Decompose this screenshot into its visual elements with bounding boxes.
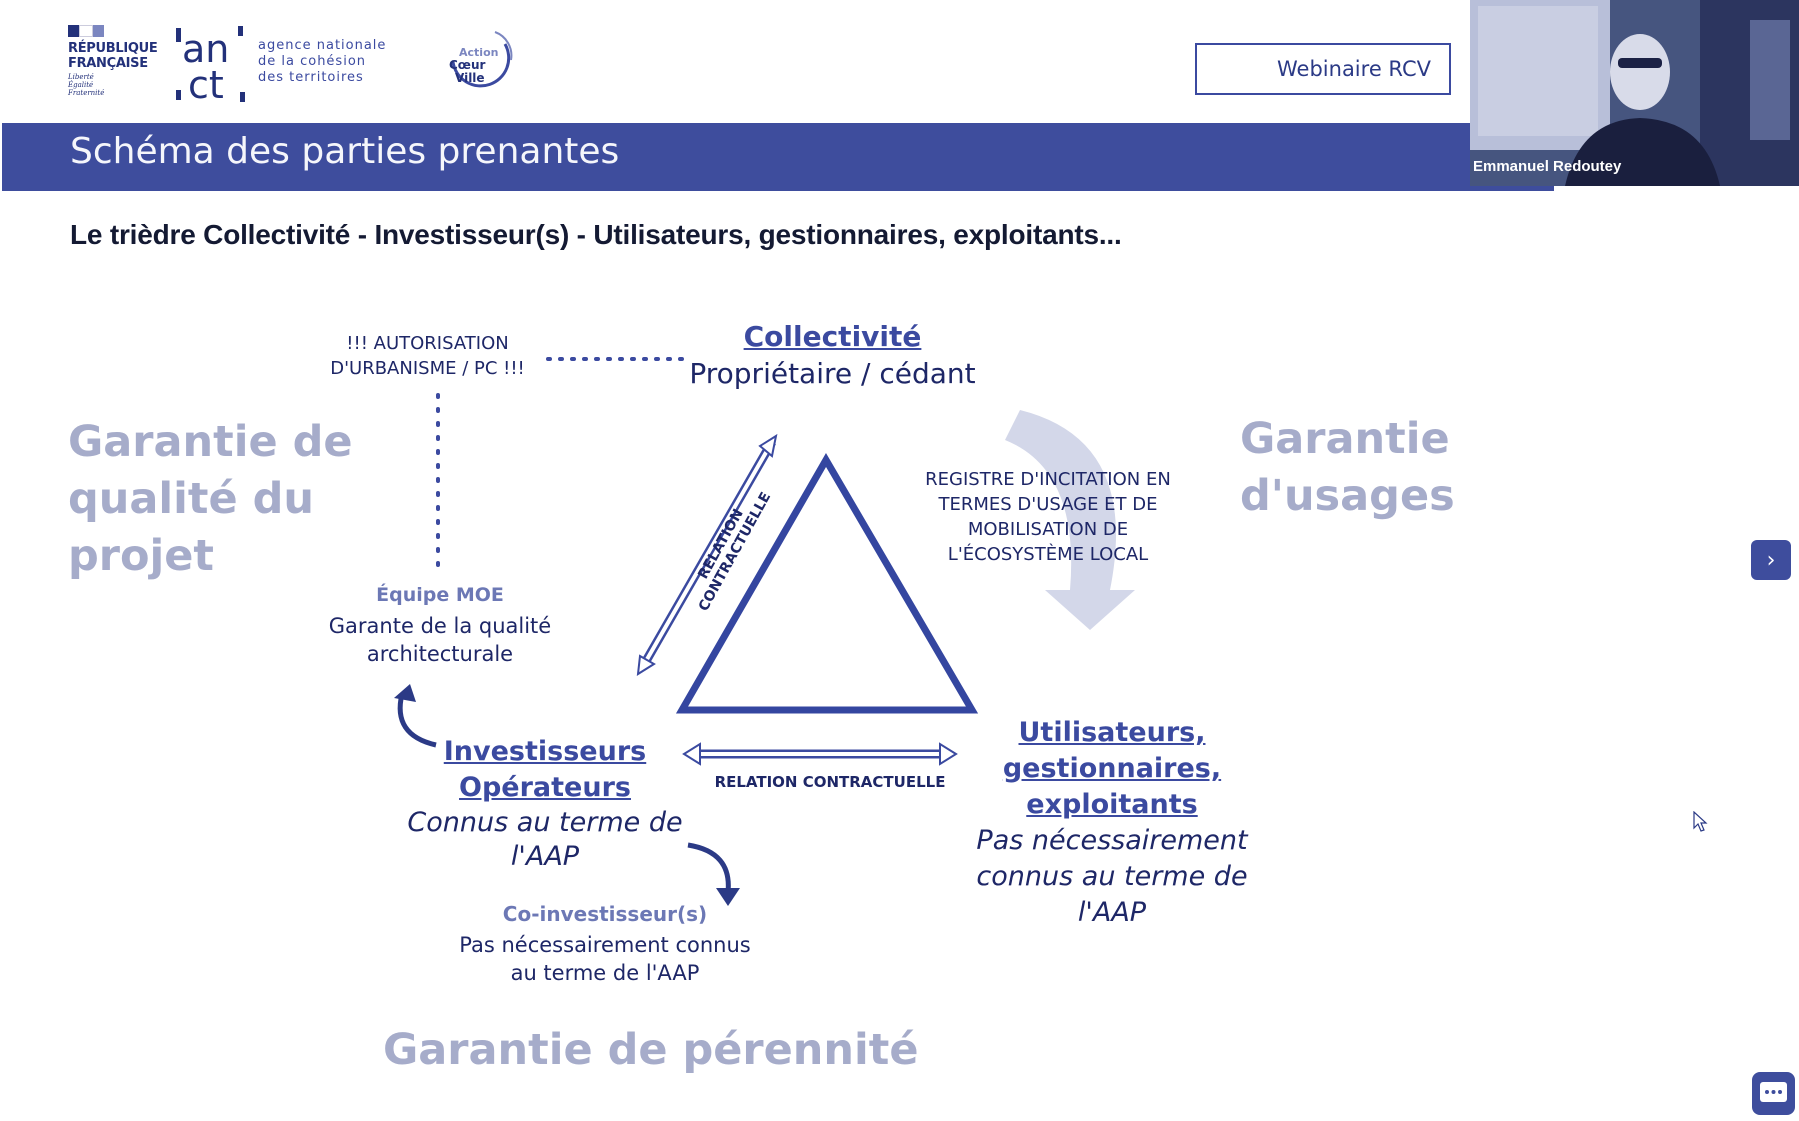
webinar-label: Webinaire RCV — [1195, 43, 1451, 95]
collectivite-title: Collectivité — [743, 320, 922, 353]
equipe-moe-title: Équipe MOE — [376, 584, 504, 606]
svg-text:ct: ct — [188, 63, 224, 107]
svg-text:Action: Action — [459, 46, 499, 59]
participant-name: Emmanuel Redoutey — [1473, 158, 1622, 175]
registre-incitation: REGISTRE D'INCITATION EN TERMES D'USAGE ET DE MOBILISATION DE L'ÉCOSYSTÈME LOCAL — [925, 469, 1171, 565]
slide-title: Schéma des parties prenantes — [70, 131, 620, 172]
coinvestisseurs-description: Pas nécessairement connus au terme de l'AAP — [459, 933, 751, 985]
chat-icon — [1752, 1072, 1795, 1115]
chevron-right-icon: › — [1766, 547, 1776, 573]
utilisateurs-description: Pas nécessairement connus au terme de l'AAP — [976, 825, 1248, 928]
guarantee-usage: Garantie d'usages — [1240, 414, 1455, 521]
horizontal-double-arrow — [684, 744, 956, 764]
utilisateurs-title: Utilisateurs, gestionnaires, exploitants — [1002, 717, 1222, 820]
slide-subtitle: Le trièdre Collectivité - Investisseur(s) - Utilisateurs, gestionnaires, exploitants... — [70, 219, 1122, 250]
republique-motto: Liberté Égalité Fraternité — [68, 73, 105, 97]
equipe-moe-description: Garante de la qualité architecturale — [328, 614, 552, 666]
collectivite-description: Propriétaire / cédant — [689, 357, 976, 390]
guarantee-quality: Garantie de qualité du projet — [68, 417, 353, 581]
investisseurs-title: Investisseurs Opérateurs — [443, 736, 647, 803]
mouse-cursor-icon — [1693, 811, 1709, 833]
chat-button[interactable] — [1752, 1072, 1795, 1115]
autorisation-urbanisme: !!! AUTORISATION D'URBANISME / PC !!! — [330, 333, 525, 379]
svg-text:an: an — [182, 27, 230, 71]
guarantee-perennite: Garantie de pérennité — [383, 1025, 919, 1075]
republique-name: RÉPUBLIQUE FRANÇAISE — [68, 41, 158, 71]
relation-contractuelle-diagonal: RELATION CONTRACTUELLE — [695, 489, 775, 615]
svg-text:Ville: Ville — [455, 71, 485, 85]
svg-text:Cœur: Cœur — [449, 58, 486, 72]
next-slide-button[interactable] — [1751, 540, 1791, 580]
coinvestisseurs-title: Co-investisseur(s) — [502, 902, 708, 926]
relation-contractuelle-horizontal: RELATION CONTRACTUELLE — [714, 773, 946, 791]
investisseurs-description: Connus au terme de l'AAP — [407, 807, 683, 872]
anct-name: agence nationale de la cohésion des territoires — [258, 38, 387, 85]
